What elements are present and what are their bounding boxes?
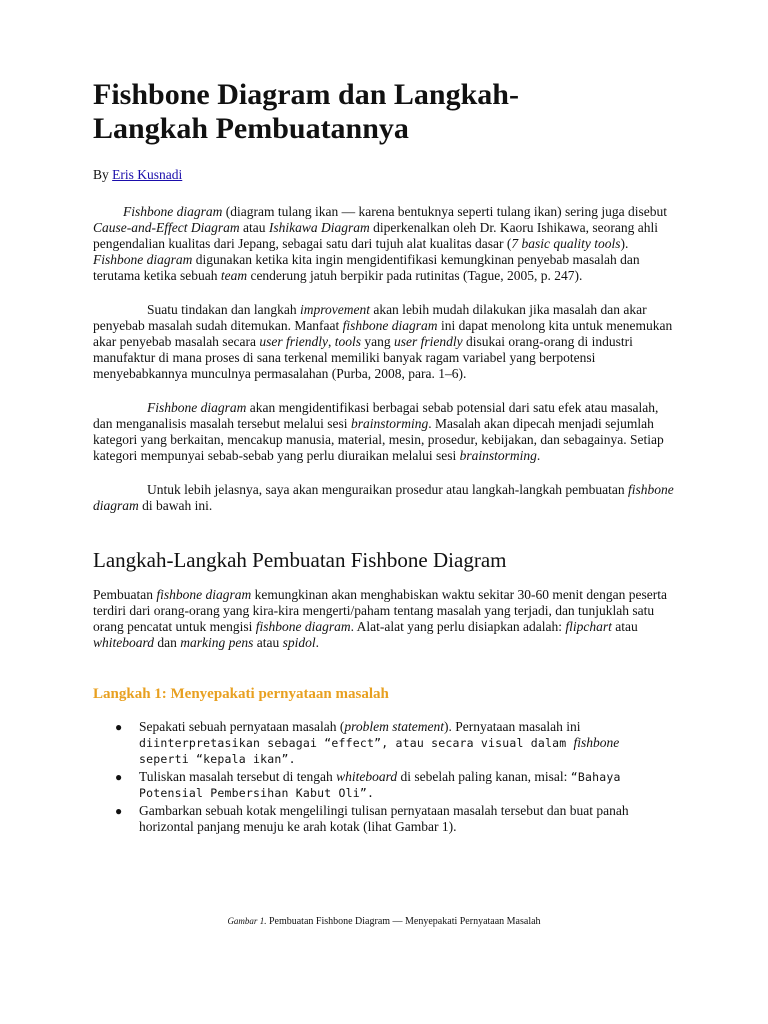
text-italic: brainstorming (350, 416, 429, 431)
text: Pembuatan (93, 587, 157, 602)
text-italic: whiteboard (336, 769, 398, 784)
text-italic: Fishbone diagram (147, 400, 247, 415)
bullet-icon: ● (115, 720, 123, 734)
caption-label: Gambar 1. (227, 916, 267, 926)
text: cenderung jatuh berpikir pada rutinitas (Tague, 2005, p. 247). (247, 268, 583, 283)
text: . Alat-alat yang perlu disiapkan adalah: (350, 619, 566, 634)
text-italic: problem statement (344, 719, 445, 734)
caption-text: Pembuatan Fishbone Diagram — Menyepakati Pernyataan Masalah (266, 916, 541, 927)
text-italic: Fishbone diagram (93, 252, 193, 267)
text: yang (361, 334, 395, 349)
text: ). (620, 236, 629, 251)
article-title (93, 78, 676, 146)
text: atau (239, 220, 269, 235)
text: diperkenalkan oleh Dr. Kaoru Ishikawa, seorang ahli pengendalian kualitas dari Jepang, sebagai satu dari tujuh alat kualitas dasar ( (93, 220, 659, 251)
text-italic: user friendly (394, 334, 463, 349)
text: kemungkinan akan menghabiskan waktu sekitar 30-60 menit dengan peserta terdiri dari orang-orang yang kira-kira mengerti/paham tentang masalah yang terjadi, dan tunjuklah satu orang pencatat untuk mengisi (93, 587, 668, 634)
text-italic: brainstorming (459, 448, 537, 463)
step-1-list (93, 719, 676, 835)
paragraph-3 (93, 400, 676, 464)
bullet-icon: ● (115, 804, 123, 818)
text-italic: Fishbone diagram (123, 204, 223, 219)
text: disukai orang-orang di industri manufaktur di mana proses di sana terkenal memiliki banyak ragam variabel yang berpotensi menyebabkannya munculnya permasalahan (Purba, 2008, para. 1–6). (93, 334, 633, 381)
list-item (115, 803, 676, 835)
text-italic: improvement (299, 302, 370, 317)
text-italic: fishbone diagram (156, 587, 252, 602)
text: Sepakati sebuah pernyataan masalah ( (139, 719, 345, 734)
text-italic: 7 basic quality tools (511, 236, 621, 251)
text-italic: marking pens (180, 635, 254, 650)
title-line-1: Fishbone Diagram dan Langkah- (93, 78, 519, 111)
text: ini dapat menolong kita untuk menemukan akar penyebab masalah secara (93, 318, 673, 349)
text-italic: flipchart (565, 619, 612, 634)
text: , (328, 334, 335, 349)
paragraph-4 (93, 482, 676, 514)
text-italic: user friendly (259, 334, 329, 349)
text: (diagram tulang ikan — karena bentuknya seperti tulang ikan) sering juga disebut (222, 204, 667, 219)
bullet-icon: ● (115, 770, 123, 784)
text: Untuk lebih jelasnya, saya akan menguraikan prosedur atau langkah-langkah pembuatan (147, 482, 628, 497)
paragraph-1 (93, 204, 676, 284)
text: . (315, 635, 320, 650)
list-item (115, 769, 676, 801)
text-italic: whiteboard (93, 635, 155, 650)
byline-prefix: By (93, 167, 113, 182)
figure-caption (0, 916, 768, 927)
text-italic: tools (334, 334, 362, 349)
text-italic: Ishikawa Diagram (268, 220, 370, 235)
text: dan (154, 635, 181, 650)
step-1-heading: Langkah 1: Menyepakati pernyataan masalah (93, 686, 389, 702)
text-mono: seperti “kepala ikan”. (139, 752, 296, 766)
text: . Masalah akan dipecah menjadi sejumlah kategori yang berkaitan, mencakup manusia, material, mesin, prosedur, kebijakan, dan sebagainya. Setiap kategori mempunyai sebab-sebab yang perlu diuraikan melalui sesi (93, 416, 664, 463)
paragraph-2 (93, 302, 676, 382)
text: akan lebih mudah dilakukan jika masalah dan akar penyebab masalah sudah ditemukan. Manfaat (93, 302, 647, 333)
text: digunakan ketika kita ingin mengidentifikasi kemungkinan penyebab masalah dan terutama ketika sebuah (93, 252, 640, 283)
list-item (115, 719, 676, 767)
text: . (536, 448, 541, 463)
text: Gambarkan sebuah kotak mengelilingi tulisan pernyataan masalah tersebut dan buat panah horizontal panjang menuju ke arah kotak (lihat Gambar 1). (139, 803, 629, 834)
text-italic: Cause-and-Effect Diagram (93, 220, 240, 235)
text: Suatu tindakan dan langkah (147, 302, 300, 317)
text-mono: “Bahaya Potensial Pembersihan Kabut Oli”. (139, 770, 621, 800)
text: atau (253, 635, 283, 650)
byline (93, 166, 676, 184)
text-italic: team (220, 268, 248, 283)
text-italic: fishbone diagram (93, 482, 674, 513)
text-italic: fishbone diagram (342, 318, 438, 333)
text: ). Pernyataan masalah ini (444, 719, 581, 734)
text-mono: diinterpretasikan sebagai “effect”, atau secara visual dalam (139, 736, 574, 750)
text-italic: fishbone (573, 735, 620, 750)
paragraph-5 (93, 587, 676, 651)
text: akan mengidentifikasi berbagai sebab potensial dari satu efek atau masalah, dan menganalisis masalah tersebut melalui sesi (93, 400, 659, 431)
text: di sebelah paling kanan, misal: (397, 769, 571, 784)
text: Tuliskan masalah tersebut di tengah (139, 769, 337, 784)
title-line-2: Langkah Pembuatannya (93, 112, 409, 145)
text: di bawah ini. (138, 498, 213, 513)
text: atau (611, 619, 638, 634)
section-heading: Langkah-Langkah Pembuatan Fishbone Diagram (93, 548, 507, 572)
text-italic: fishbone diagram (255, 619, 351, 634)
text-italic: spidol (282, 635, 316, 650)
author-link[interactable]: Eris Kusnadi (112, 167, 183, 182)
